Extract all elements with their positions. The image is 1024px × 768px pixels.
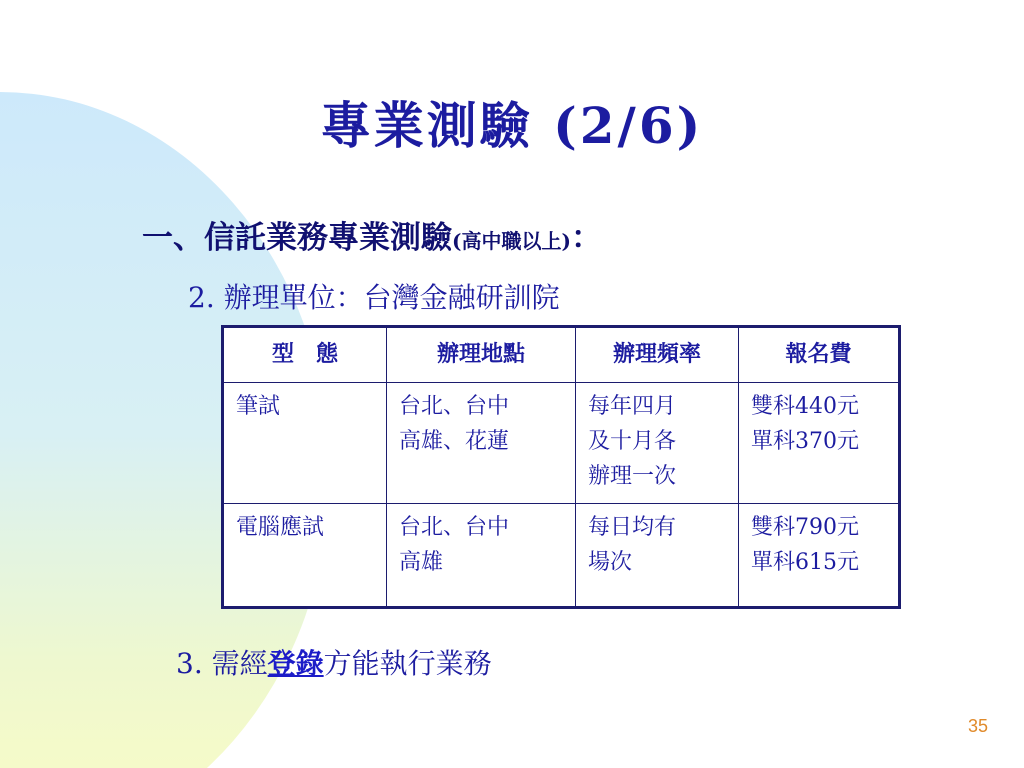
header-fee: 報名費 <box>739 327 900 383</box>
cell-location <box>387 504 576 608</box>
cell-type <box>223 383 387 504</box>
cell-fee <box>739 504 900 608</box>
header-type: 型 態 <box>223 327 387 383</box>
cell-type <box>223 504 387 608</box>
cell-line: 高雄、花蓮 <box>399 429 510 455</box>
cell-line: 電腦應試 <box>236 515 325 540</box>
cell-line: 辦理一次 <box>588 464 677 490</box>
cell-line: 場次 <box>588 550 633 576</box>
note-registration <box>176 642 492 682</box>
cell-line: 筆試 <box>236 394 281 419</box>
cell-line: 單科615元 <box>751 550 859 576</box>
header-location: 辦理地點 <box>387 327 576 383</box>
table-header-row <box>223 327 900 383</box>
table-row <box>223 383 900 504</box>
cell-line: 每年四月 <box>588 394 677 419</box>
section-heading-qualifier: (高中職以上) <box>452 229 571 253</box>
cell-frequency <box>576 504 739 608</box>
section-heading-colon: ： <box>570 220 602 256</box>
cell-location <box>387 383 576 504</box>
exam-info-table <box>221 325 901 609</box>
table-row <box>223 504 900 608</box>
cell-line: 每日均有 <box>588 515 677 540</box>
section-heading <box>142 212 602 257</box>
cell-line: 台北、台中 <box>399 515 510 540</box>
cell-line: 台北、台中 <box>399 394 510 419</box>
cell-line: 雙科440元 <box>751 394 859 419</box>
slide-title: 專業測驗 (2/6) <box>320 96 704 155</box>
cell-line: 及十月各 <box>588 429 677 455</box>
cell-fee <box>739 383 900 504</box>
cell-line: 高雄 <box>399 550 444 576</box>
cell-frequency <box>576 383 739 504</box>
cell-line: 雙科790元 <box>751 515 859 540</box>
note-suffix: 方能執行業務 <box>323 647 492 680</box>
sub-item-organizer: 2. 辦理單位：台灣金融研訓院 <box>188 281 560 314</box>
cell-line: 單科370元 <box>751 429 859 455</box>
section-heading-main: 一、信託業務專業測驗 <box>142 220 452 256</box>
note-prefix: 3. 需經 <box>176 647 268 680</box>
registration-link[interactable]: 登錄 <box>267 647 324 680</box>
header-frequency: 辦理頻率 <box>576 327 739 383</box>
page-number: 35 <box>967 716 988 736</box>
